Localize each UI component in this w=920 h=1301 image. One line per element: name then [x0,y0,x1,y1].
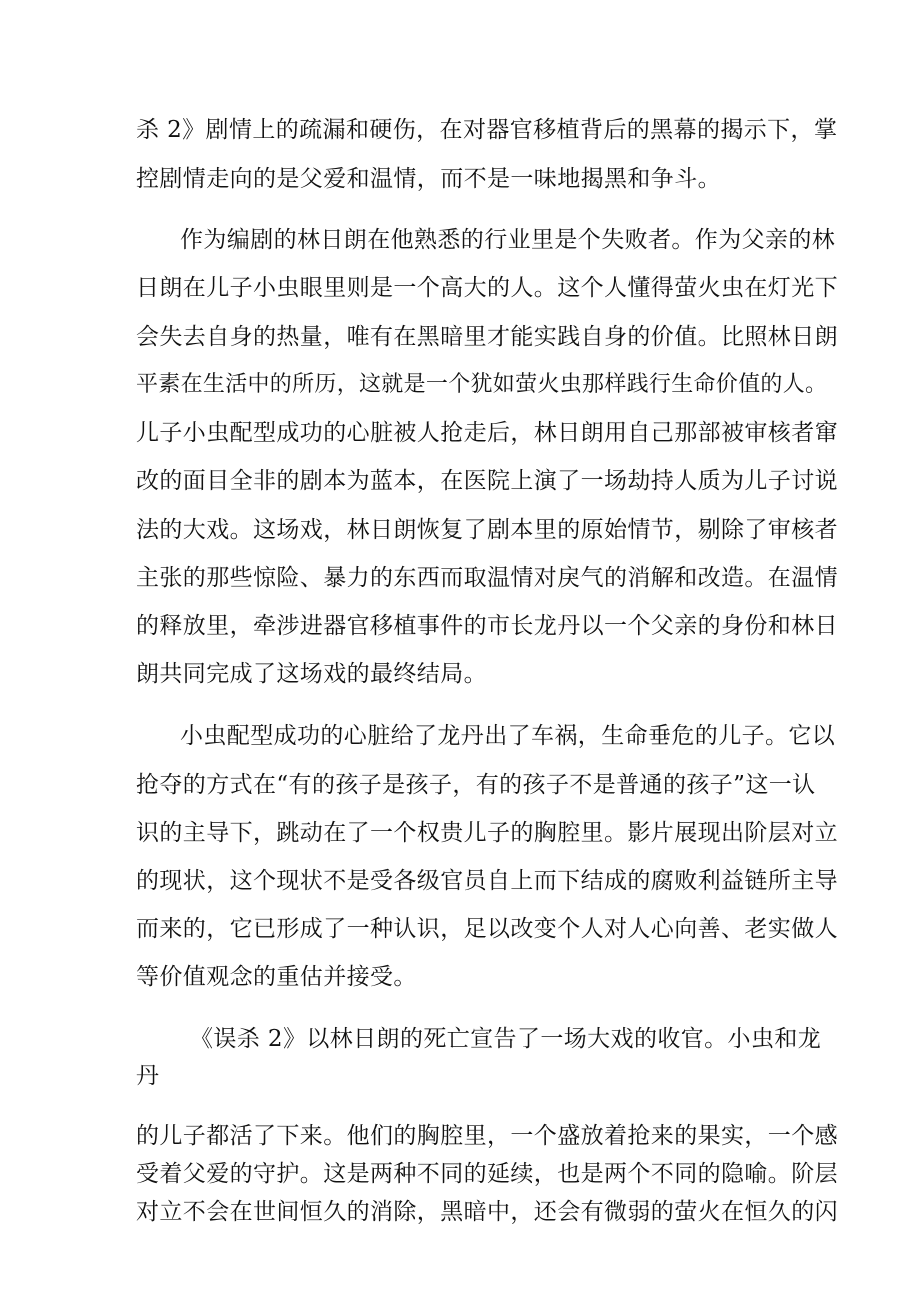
text-line: 丹 [136,1063,160,1089]
text-line: 的释放里，牵涉进器官移植事件的市长龙丹以一个父亲的身份和林日 [136,613,838,639]
text-line: 《误杀 2》以林日朗的死亡宣告了一场大戏的收官。小虫和龙 [190,1026,822,1052]
text-line: 作为编剧的林日朗在他熟悉的行业里是个失败者。作为父亲的林 [180,227,836,253]
text-line: 控剧情走向的是父爱和温情，而不是一味地揭黑和争斗。 [136,166,721,192]
text-line: 的儿子都活了下来。他们的胸腔里，一个盛放着抢来的果实，一个感 [136,1123,838,1149]
text-line: 对立不会在世间恒久的消除，黑暗中，还会有微弱的萤火在恒久的闪 [136,1199,838,1225]
text-line: 而来的，它已形成了一种认识，足以改变个人对人心向善、老实做人 [136,916,838,942]
text-line: 平素在生活中的所历，这就是一个犹如萤火虫那样践行生命价值的人。 [136,372,828,397]
text-line: 会失去自身的热量，唯有在黑暗里才能实践自身的价值。比照林日朗 [136,324,838,350]
text-line: 小虫配型成功的心脏给了龙丹出了车祸，生命垂危的儿子。它以 [180,723,836,749]
text-line: 识的主导下，跳动在了一个权贵儿子的胸腔里。影片展现出阶层对立 [136,820,838,846]
text-line: 朗共同完成了这场戏的最终结局。 [136,661,487,687]
text-line: 的现状，这个现状不是受各级官员自上而下结成的腐败利益链所主导 [136,868,838,894]
text-line: 日朗在儿子小虫眼里则是一个高大的人。这个人懂得萤火虫在灯光下 [136,275,838,301]
text-line: 儿子小虫配型成功的心脏被人抢走后，林日朗用自己那部被审核者窜 [136,420,838,446]
text-line: 抢夺的方式在“有的孩子是孩子，有的孩子不是普通的孩子”这一认 [136,772,816,798]
text-line: 受着父爱的守护。这是两种不同的延续，也是两个不同的隐喻。阶层 [136,1161,838,1187]
text-line: 法的大戏。这场戏，林日朗恢复了剧本里的原始情节，剔除了审核者 [136,517,838,543]
text-line: 杀 2》剧情上的疏漏和硬伤，在对器官移植背后的黑幕的揭示下，掌 [136,117,838,143]
text-line: 等价值观念的重估并接受。 [136,964,417,990]
text-line: 改的面目全非的剧本为蓝本，在医院上演了一场劫持人质为儿子讨说 [136,468,838,494]
text-line: 主张的那些惊险、暴力的东西而取温情对戾气的消解和改造。在温情 [136,565,838,591]
